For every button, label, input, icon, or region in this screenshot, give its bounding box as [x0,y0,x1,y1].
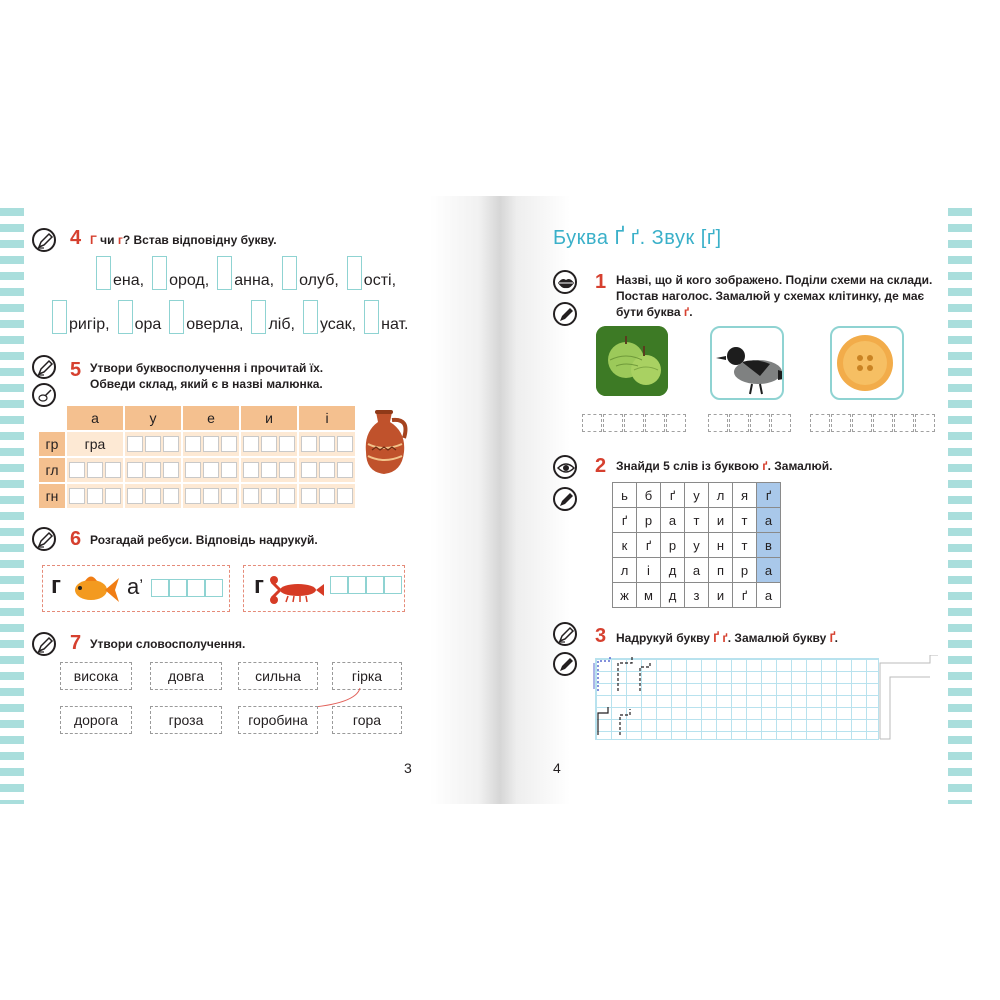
answer-box[interactable] [187,579,205,597]
noun-card[interactable]: горобина [238,706,318,734]
task2-number: 2 [595,455,607,477]
task7-number: 7 [70,632,82,654]
syllable-table [37,404,357,510]
syllable-cell[interactable] [298,457,356,483]
pencil-icon [32,527,56,551]
task4-word: оверла, [186,316,244,333]
letter-box[interactable] [52,300,67,334]
grid-cell-highlighted[interactable]: а [757,558,781,583]
consonant-header: гл [38,457,66,483]
grid-cell[interactable]: т [733,508,757,533]
letter-box[interactable] [118,300,133,334]
grid-cell[interactable]: д [661,558,685,583]
grid-cell[interactable]: т [733,533,757,558]
task4-word: олуб, [299,272,339,289]
task4-prompt-rest: ? Встав відповідну букву. [122,233,277,247]
answer-box[interactable] [384,576,402,594]
vowel-header: е [182,405,240,431]
button-image [830,326,904,400]
task3-text-mid: . Замалюй букву [727,631,830,645]
task3-number: 3 [595,625,607,647]
eye-icon [553,455,577,479]
grid-cell[interactable]: ґ [637,533,661,558]
syllable-cell[interactable] [182,457,240,483]
grid-cell[interactable]: ґ [613,508,637,533]
grid-cell[interactable]: м [637,583,661,608]
grid-cell[interactable]: а [685,558,709,583]
task2-letter: ґ [762,459,768,473]
word-search-grid [612,482,781,608]
task4-word: нат. [381,316,409,333]
task1-line2: Постав наголос. Замалюй у схемах клітинку, де має [616,289,925,303]
task1-number: 1 [595,271,607,293]
pencil-icon [553,622,577,646]
rebus-fish [42,565,230,612]
syllable-cell[interactable] [182,483,240,509]
grid-cell[interactable]: ж [613,583,637,608]
rebus-lobster [243,565,405,612]
syllable-cell[interactable] [240,483,298,509]
task3-text [616,630,838,646]
grid-cell[interactable]: я [733,483,757,508]
letter-box[interactable] [152,256,167,290]
vowel-header: у [124,405,182,431]
vowel-header: і [298,405,356,431]
syllable-cell[interactable] [124,483,182,509]
task5-number: 5 [70,359,82,381]
rebus1-suffix: а [127,574,140,599]
letter-box[interactable] [217,256,232,290]
task4-word: ості, [363,272,397,289]
grid-cell[interactable]: л [613,558,637,583]
rebus2-letter: г [254,572,264,599]
noun-card[interactable]: дорога [60,706,132,734]
task4-word: ора [134,316,162,333]
task6-text: Розгадай ребуси. Відповідь надрукуй. [90,533,318,547]
grid-cell[interactable]: ґ [733,583,757,608]
right-edge-stripes [948,208,972,804]
page-number: 3 [404,760,412,776]
task4-prompt [90,232,277,248]
task2-text-suffix: . Замалюй. [767,459,833,473]
task4-word: усак, [319,316,357,333]
syllable-cell[interactable] [240,457,298,483]
pencil-icon [32,355,56,379]
task5-text-line2: Обведи склад, який є в назві малюнка. [90,377,323,391]
crayfish-image [270,572,326,608]
letter-box[interactable] [169,300,184,334]
grid-cell[interactable]: у [685,483,709,508]
grid-cell[interactable]: д [661,583,685,608]
task4-row2 [52,300,417,334]
grid-cell-highlighted[interactable]: в [757,533,781,558]
book-spine-shadow [430,196,570,804]
clay-jug-image [360,408,412,478]
task3-letters: Ґ ґ [713,631,728,645]
letter-box[interactable] [303,300,318,334]
task3-text-prefix: Надрукуй букву [616,631,714,645]
grid-cell[interactable]: л [709,483,733,508]
lips-icon [553,270,577,294]
grid-cell[interactable]: т [685,508,709,533]
syllable-cell[interactable] [182,431,240,457]
letter-box[interactable] [96,256,111,290]
task5-text-line1: Утвори буквосполучення і прочитай їх. [90,361,324,375]
grid-cell[interactable]: и [709,583,733,608]
grid-cell[interactable]: б [637,483,661,508]
grid-cell[interactable]: а [661,508,685,533]
pencil-icon [32,228,56,252]
grid-cell[interactable]: р [637,508,661,533]
task4-row1 [96,256,404,290]
example-syllable: гра [66,431,124,457]
crow-image [710,326,784,400]
task3-letter2: Ґ [829,631,835,645]
syllable-cell[interactable] [298,483,356,509]
task4-word: анна, [234,272,275,289]
grid-cell-highlighted[interactable]: а [757,508,781,533]
task4-prompt-mid: чи [96,233,118,247]
task1-line3-prefix: бути буква [616,305,684,319]
syllable-cell[interactable] [66,457,124,483]
consonant-header: гр [38,431,66,457]
syllable-cell[interactable] [124,431,182,457]
answer-box[interactable] [151,579,169,597]
page-number: 4 [553,760,561,776]
syllable-cell[interactable] [240,431,298,457]
pencil-icon [32,632,56,656]
grid-cell[interactable]: п [709,558,733,583]
task7-text: Утвори словосполучення. [90,637,246,651]
grid-cell[interactable]: н [709,533,733,558]
letter-box[interactable] [282,256,297,290]
task4-word: ород, [169,272,210,289]
page-title: Буква Ґ ґ. Звук [ґ] [553,227,722,249]
task1-letter: ґ [683,305,690,319]
letter-box[interactable] [364,300,379,334]
syllable-scheme[interactable] [582,414,687,432]
task4-number: 4 [70,227,82,249]
syllable-scheme[interactable] [810,414,936,432]
adjective-card[interactable]: гірка [332,662,402,690]
letter-tracing-samples [590,655,940,745]
vowel-header: и [240,405,298,431]
grid-cell[interactable]: а [757,583,781,608]
answer-box[interactable] [366,576,384,594]
apostrophe-mark: , [139,568,144,585]
noun-card[interactable]: гроза [150,706,222,734]
consonant-header: гн [38,483,66,509]
grid-cell[interactable]: у [685,533,709,558]
task2-text [616,458,832,474]
grid-cell[interactable]: з [685,583,709,608]
pencil-icon [553,302,577,326]
task4-word: ена, [113,272,145,289]
task4-word: ліб, [268,316,295,333]
adjective-card[interactable]: висока [60,662,132,690]
grid-cell[interactable]: и [709,508,733,533]
grid-cell[interactable]: і [637,558,661,583]
grid-cell[interactable]: ь [613,483,637,508]
grid-cell-highlighted[interactable]: ґ [757,483,781,508]
grid-cell[interactable]: ґ [661,483,685,508]
adjective-card[interactable]: довга [150,662,222,690]
task4-letter-upper: Г [90,233,97,247]
task1-line3-suffix: . [689,305,693,319]
grid-cell[interactable]: р [733,558,757,583]
pencil-icon [553,652,577,676]
syllable-cell[interactable] [298,431,356,457]
goldfish-image [67,572,121,608]
rebus1-letter: г [51,572,61,599]
syllable-cell[interactable] [124,457,182,483]
task1-line3 [616,304,693,320]
task6-number: 6 [70,528,82,550]
syllable-scheme[interactable] [708,414,792,432]
letter-box[interactable] [347,256,362,290]
left-edge-stripes [0,208,24,804]
task4-letter-lower: г [117,233,123,247]
noun-card[interactable]: гора [332,706,402,734]
answer-box[interactable] [205,579,223,597]
gooseberry-image [596,326,668,396]
task3-text-suffix: . [834,631,838,645]
answer-box[interactable] [169,579,187,597]
answer-box[interactable] [348,576,366,594]
pencil-icon [553,487,577,511]
answer-box[interactable] [330,576,348,594]
task1-line1: Назві, що й кого зображено. Поділи схеми на склади. [616,273,933,287]
adjective-card[interactable]: сильна [238,662,318,690]
task2-text-prefix: Знайди 5 слів із буквою [616,459,763,473]
task4-word: ригір, [69,316,110,333]
grid-cell[interactable]: р [661,533,685,558]
letter-box[interactable] [251,300,266,334]
grid-cell[interactable]: к [613,533,637,558]
vowel-header: а [66,405,124,431]
syllable-cell[interactable] [66,483,124,509]
